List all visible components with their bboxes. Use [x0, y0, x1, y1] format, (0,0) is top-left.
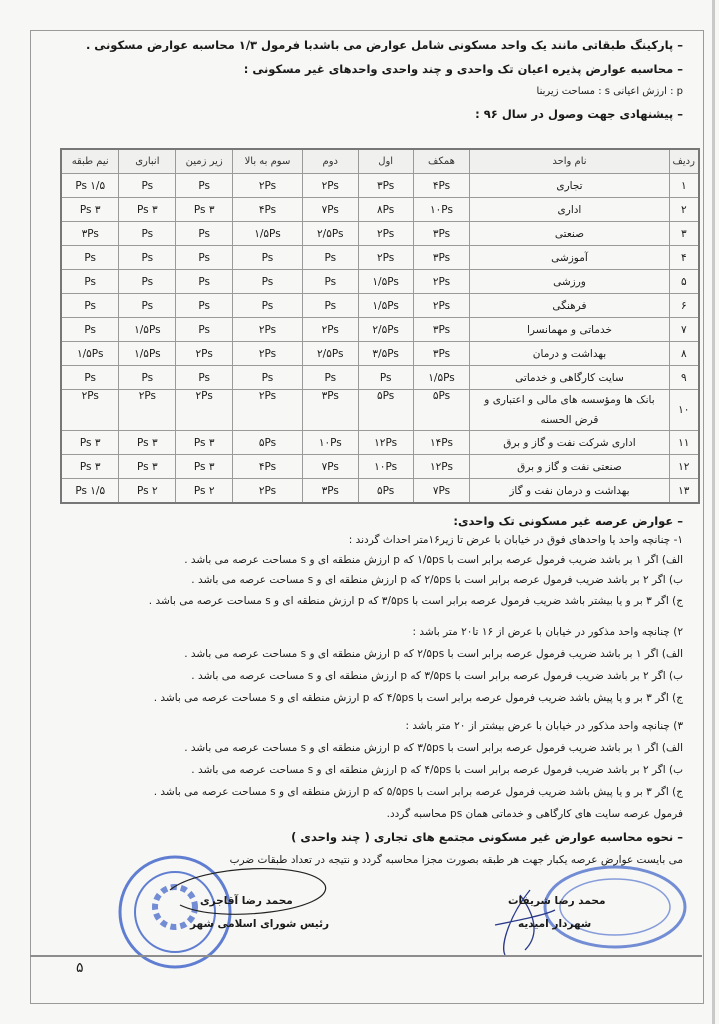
coefficient-cell: Ps	[119, 222, 176, 246]
row-number: ۱۰	[669, 390, 699, 431]
coefficient-cell: Ps	[119, 246, 176, 270]
coefficient-cell: Ps	[233, 294, 303, 318]
coefficient-cell: ۱/۵ Ps	[61, 479, 119, 504]
page-number: ۵	[76, 960, 84, 976]
coefficient-cell: ۲/۵Ps	[302, 342, 358, 366]
table-row	[61, 479, 699, 504]
clause-2b: ب) اگر ۲ بر باشد ضریب فرمول عرصه برابر است با ۳/۵ps که p ارزش منطقه ای و s مساحت عرصه می باشد .	[191, 670, 683, 682]
municipality-stamp-icon	[540, 862, 690, 952]
column-header: اول	[358, 149, 413, 174]
coefficient-cell: ۳Ps	[358, 174, 413, 198]
coefficient-cell: ۲Ps	[233, 390, 303, 431]
coefficient-cell: ۸Ps	[358, 198, 413, 222]
clause-1c: ج) اگر ۳ بر و یا بیشتر باشد ضریب فرمول عرصه برابر است با ۳/۵ps که p ارزش منطقه ای و s مساحت عرصه می باشد .	[148, 595, 683, 607]
coefficient-cell: ۱/۵Ps	[119, 318, 176, 342]
unit-name: فرهنگی	[470, 294, 669, 318]
coefficient-cell: ۵Ps	[413, 390, 470, 431]
clause-4: فرمول عرصه سایت های کارگاهی و خدماتی همان ps محاسبه گردد.	[386, 808, 683, 820]
coefficient-cell: Ps	[119, 366, 176, 390]
row-number: ۸	[669, 342, 699, 366]
clause-3: ۳) چنانچه واحد مذکور در خیابان با عرض بیشتر از ۲۰ متر باشد :	[405, 720, 683, 732]
coefficient-cell: Ps	[61, 294, 119, 318]
unit-name: ورزشی	[470, 270, 669, 294]
intro-line-1: – پارکینگ طبقاتی مانند یک واحد مسکونی شامل عوارض می باشدبا فرمول ۱/۳ محاسبه عوارض مسکونی .	[85, 38, 683, 52]
coefficient-cell: ۳ Ps	[119, 455, 176, 479]
coefficient-cell: ۳Ps	[413, 246, 470, 270]
coefficient-cell: ۲Ps	[358, 222, 413, 246]
coefficient-cell: Ps	[119, 294, 176, 318]
table-row	[61, 431, 699, 455]
column-header: همکف	[413, 149, 470, 174]
row-number: ۶	[669, 294, 699, 318]
column-header: نیم طبقه	[61, 149, 119, 174]
coefficient-cell: Ps	[176, 318, 233, 342]
coefficient-cell: ۲ Ps	[176, 479, 233, 504]
table-row	[61, 366, 699, 390]
footer-divider	[30, 955, 702, 957]
clause-3c: ج) اگر ۳ بر و یا پیش باشد ضریب فرمول عرصه برابر است با ۵/۵ps که p ارزش منطقه ای و s مساحت عرصه می باشد .	[153, 786, 683, 798]
row-number: ۷	[669, 318, 699, 342]
row-number: ۱۳	[669, 479, 699, 504]
row-number: ۵	[669, 270, 699, 294]
column-header: ردیف	[669, 149, 699, 174]
coefficient-cell: ۳ Ps	[176, 198, 233, 222]
table-row	[61, 294, 699, 318]
unit-name: صنعتی نفت و گاز و برق	[470, 455, 669, 479]
column-header: دوم	[302, 149, 358, 174]
coefficient-cell: ۲ Ps	[119, 479, 176, 504]
row-number: ۹	[669, 366, 699, 390]
tariff-table	[60, 148, 700, 504]
intro-line-2: – محاسبه عوارض پذیره اعیان تک واحدی و چند واحدی واحدهای غیر مسکونی :	[243, 62, 683, 76]
row-number: ۴	[669, 246, 699, 270]
coefficient-cell: ۳ Ps	[119, 198, 176, 222]
clause-1: ۱- چنانچه واحد یا واحدهای فوق در خیابان با عرض تا زیر۱۶متر احداث گردند :	[348, 534, 683, 546]
coefficient-cell: ۱۲Ps	[413, 455, 470, 479]
coefficient-cell: ۳Ps	[302, 479, 358, 504]
unit-name: اداری	[470, 198, 669, 222]
column-header: نام واحد	[470, 149, 669, 174]
coefficient-cell: ۳/۵Ps	[358, 342, 413, 366]
clause-2a: الف) اگر ۱ بر باشد ضریب فرمول عرصه برابر است با ۲/۵ps که p ارزش منطقه ای و s مساحت عرصه می باشد .	[184, 648, 683, 660]
coefficient-cell: ۱۲Ps	[358, 431, 413, 455]
table-row	[61, 342, 699, 366]
unit-name: اداری شرکت نفت و گاز و برق	[470, 431, 669, 455]
row-number: ۳	[669, 222, 699, 246]
coefficient-cell: ۳ Ps	[61, 455, 119, 479]
mayor-name: محمد رضا شریفات	[508, 895, 606, 907]
row-number: ۱۲	[669, 455, 699, 479]
table-row	[61, 222, 699, 246]
table-row	[61, 455, 699, 479]
coefficient-cell: ۲Ps	[233, 174, 303, 198]
coefficient-cell: ۱/۵Ps	[358, 294, 413, 318]
table-row	[61, 198, 699, 222]
coefficient-cell: ۳ Ps	[119, 431, 176, 455]
coefficient-cell: ۲Ps	[413, 294, 470, 318]
clause-3a: الف) اگر ۱ بر باشد ضریب فرمول عرصه برابر است با ۳/۵ps که p ارزش منطقه ای و s مساحت عرصه می باشد .	[184, 742, 683, 754]
unit-name: آموزشی	[470, 246, 669, 270]
table-row	[61, 318, 699, 342]
coefficient-cell: ۵Ps	[358, 479, 413, 504]
intro-legend: p : ارزش اعیانی s : مساحت زیربنا	[536, 86, 683, 97]
clause-1b: ب) اگر ۲ بر باشد ضریب فرمول عرصه برابر است با ۲/۵ps که p ارزش منطقه ای و s مساحت عرصه می باشد .	[191, 574, 683, 586]
coefficient-cell: Ps	[176, 222, 233, 246]
table-row	[61, 270, 699, 294]
table-header-row	[61, 149, 699, 174]
unit-name: سایت کارگاهی و خدماتی	[470, 366, 669, 390]
coefficient-cell: ۲Ps	[358, 246, 413, 270]
coefficient-cell: ۱۴Ps	[413, 431, 470, 455]
coefficient-cell: ۷Ps	[413, 479, 470, 504]
coefficient-cell: Ps	[233, 270, 303, 294]
coefficient-cell: ۲Ps	[233, 318, 303, 342]
coefficient-cell: Ps	[61, 270, 119, 294]
section-title: – عوارض عرصه غیر مسکونی تک واحدی:	[453, 514, 683, 528]
column-header: سوم به بالا	[233, 149, 303, 174]
coefficient-cell: Ps	[119, 270, 176, 294]
coefficient-cell: ۳ Ps	[61, 431, 119, 455]
coefficient-cell: Ps	[176, 294, 233, 318]
coefficient-cell: Ps	[176, 270, 233, 294]
coefficient-cell: ۳Ps	[413, 318, 470, 342]
coefficient-cell: ۲Ps	[176, 390, 233, 431]
coefficient-cell: ۲Ps	[119, 390, 176, 431]
unit-name: بهداشت و درمان	[470, 342, 669, 366]
coefficient-cell: ۲Ps	[233, 342, 303, 366]
row-number: ۱۱	[669, 431, 699, 455]
coefficient-cell: ۱/۵Ps	[233, 222, 303, 246]
coefficient-cell: ۴Ps	[233, 198, 303, 222]
row-number: ۱	[669, 174, 699, 198]
unit-name: صنعتی	[470, 222, 669, 246]
coefficient-cell: ۷Ps	[302, 198, 358, 222]
table-row	[61, 174, 699, 198]
coefficient-cell: ۲Ps	[176, 342, 233, 366]
unit-name: بانک ها ومؤسسه های مالی و اعتباری و قرض الحسنه	[470, 390, 669, 431]
coefficient-cell: ۱۰Ps	[358, 455, 413, 479]
council-head-name: محمد رضا آقاجری	[200, 895, 293, 907]
clause-1a: الف) اگر ۱ بر باشد ضریب فرمول عرصه برابر است با ۱/۵ps که p ارزش منطقه ای و s مساحت عرصه می باشد .	[184, 554, 683, 566]
coefficient-cell: ۳ Ps	[176, 431, 233, 455]
clause-5: می بایست عوارض عرصه یکبار جهت هر طبقه بصورت مجزا محاسبه گردد و نتیجه در تعداد طبقات ضرب	[229, 854, 683, 866]
row-number: ۲	[669, 198, 699, 222]
coefficient-cell: ۱/۵Ps	[61, 342, 119, 366]
coefficient-cell: Ps	[119, 174, 176, 198]
section-title-2: – نحوه محاسبه عوارض غیر مسکونی مجتمع های تجاری ( چند واحدی )	[291, 830, 683, 844]
mayor-title: شهردار امیدیه	[518, 918, 592, 930]
coefficient-cell: Ps	[176, 366, 233, 390]
table-row	[61, 390, 699, 431]
coefficient-cell: ۴Ps	[233, 455, 303, 479]
coefficient-cell: ۳ Ps	[176, 455, 233, 479]
coefficient-cell: ۳Ps	[302, 390, 358, 431]
coefficient-cell: Ps	[358, 366, 413, 390]
coefficient-cell: ۳Ps	[61, 222, 119, 246]
coefficient-cell: ۱۰Ps	[302, 431, 358, 455]
coefficient-cell: Ps	[176, 246, 233, 270]
coefficient-cell: ۱/۵Ps	[358, 270, 413, 294]
unit-name: بهداشت و درمان نفت و گاز	[470, 479, 669, 504]
coefficient-cell: ۷Ps	[302, 455, 358, 479]
clause-3b: ب) اگر ۲ بر باشد ضریب فرمول عرصه برابر است با ۴/۵ps که p ارزش منطقه ای و s مساحت عرصه می باشد .	[191, 764, 683, 776]
coefficient-cell: ۱/۵Ps	[413, 366, 470, 390]
intro-line-4: – پیشنهادی جهت وصول در سال ۹۶ :	[475, 107, 683, 121]
coefficient-cell: Ps	[302, 294, 358, 318]
coefficient-cell: ۵Ps	[358, 390, 413, 431]
clause-2c: ج) اگر ۳ بر و یا پیش باشد ضریب فرمول عرصه برابر است با ۴/۵ps که p ارزش منطقه ای و s مساحت عرصه می باشد .	[153, 692, 683, 704]
unit-name: خدماتی و مهمانسرا	[470, 318, 669, 342]
coefficient-cell: ۳Ps	[413, 342, 470, 366]
coefficient-cell: ۳ Ps	[61, 198, 119, 222]
coefficient-cell: ۵Ps	[233, 431, 303, 455]
scan-edge	[712, 0, 715, 1024]
council-head-title: رئیس شورای اسلامی شهر	[190, 918, 330, 930]
coefficient-cell: ۱۰Ps	[413, 198, 470, 222]
coefficient-cell: ۲Ps	[233, 479, 303, 504]
coefficient-cell: ۲Ps	[413, 270, 470, 294]
coefficient-cell: Ps	[61, 366, 119, 390]
coefficient-cell: Ps	[302, 246, 358, 270]
column-header: زیر زمین	[176, 149, 233, 174]
coefficient-cell: ۲Ps	[302, 174, 358, 198]
coefficient-cell: ۲/۵Ps	[302, 222, 358, 246]
coefficient-cell: ۲Ps	[61, 390, 119, 431]
coefficient-cell: ۳Ps	[413, 222, 470, 246]
coefficient-cell: ۱/۵ Ps	[61, 174, 119, 198]
coefficient-cell: Ps	[233, 366, 303, 390]
coefficient-cell: ۲/۵Ps	[358, 318, 413, 342]
unit-name: تجاری	[470, 174, 669, 198]
table-row	[61, 246, 699, 270]
coefficient-cell: Ps	[61, 246, 119, 270]
coefficient-cell: Ps	[302, 366, 358, 390]
coefficient-cell: Ps	[233, 246, 303, 270]
coefficient-cell: Ps	[302, 270, 358, 294]
column-header: انباری	[119, 149, 176, 174]
coefficient-cell: ۴Ps	[413, 174, 470, 198]
coefficient-cell: Ps	[176, 174, 233, 198]
clause-2: ۲) چنانچه واحد مذکور در خیابان با عرض از ۱۶ تا۲۰ متر باشد :	[412, 626, 683, 638]
coefficient-cell: Ps	[61, 318, 119, 342]
coefficient-cell: ۱/۵Ps	[119, 342, 176, 366]
coefficient-cell: ۲Ps	[302, 318, 358, 342]
